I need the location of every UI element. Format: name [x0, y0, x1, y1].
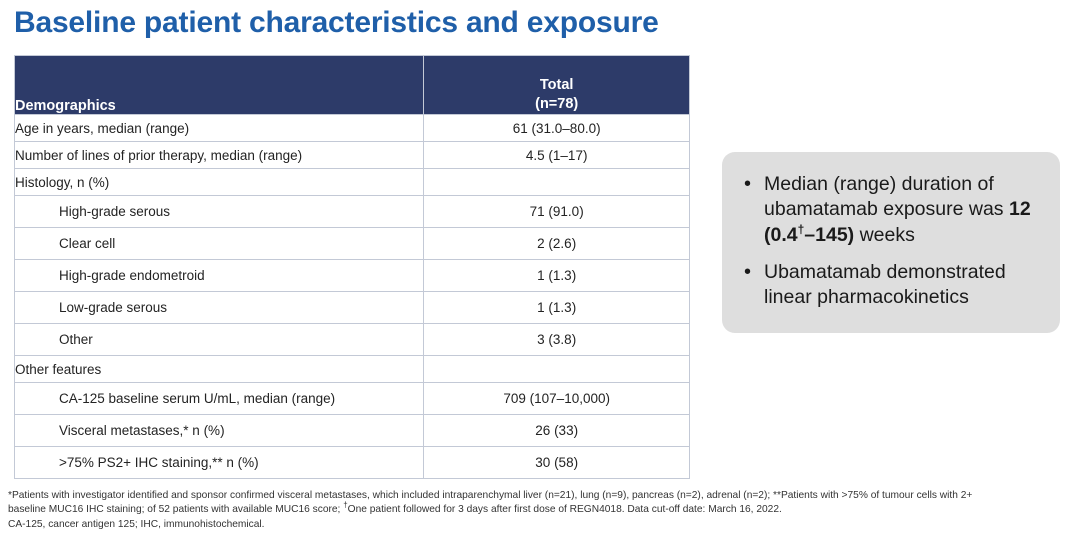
row-value: 3 (3.8) [424, 324, 690, 356]
footnote-line-2 [8, 503, 1070, 517]
row-value [424, 169, 690, 196]
callout-bullet-exposure-text2: weeks [854, 223, 915, 246]
table-row [15, 228, 690, 260]
row-label: High-grade serous [15, 196, 424, 228]
table-header [15, 56, 690, 115]
table [14, 55, 690, 479]
table-row [15, 324, 690, 356]
table-row [15, 260, 690, 292]
footnote-line-1: *Patients with investigator identified and sponsor confirmed visceral metastases, which included intraparenchymal liver (n=21), lung (n=9), pancreas (n=2), adrenal (n=2); **Patients with >75% of tumour cells with 2+ [8, 490, 973, 501]
callout-list [742, 172, 1042, 311]
key-findings-callout [722, 152, 1060, 333]
table-row [15, 292, 690, 324]
dagger-marker: † [797, 222, 805, 237]
table-row [15, 142, 690, 169]
column-header-total [424, 56, 690, 115]
row-value: 4.5 (1–17) [424, 142, 690, 169]
row-value: 71 (91.0) [424, 196, 690, 228]
row-value: 1 (1.3) [424, 292, 690, 324]
row-label: High-grade endometroid [15, 260, 424, 292]
table-row [15, 196, 690, 228]
row-label: Other [15, 324, 424, 356]
footnote-abbreviations: CA-125, cancer antigen 125; IHC, immunohistochemical. [8, 518, 265, 530]
row-value: 2 (2.6) [424, 228, 690, 260]
table-row [15, 356, 690, 383]
column-header-total-line2: (n=78) [535, 95, 579, 112]
callout-bullet-exposure [742, 172, 1042, 248]
footnote-line-2-post: One patient followed for 3 days after first dose of REGN4018. Data cut-off date: March 16, 2022. [347, 504, 782, 516]
callout-value-pre: 12 (0.4 [764, 198, 1031, 246]
row-label: Visceral metastases,* n (%) [15, 415, 424, 447]
row-label: >75% PS2+ IHC staining,** n (%) [15, 447, 424, 479]
table-row [15, 169, 690, 196]
callout-value-post: –145) [804, 223, 855, 246]
row-label: Clear cell [15, 228, 424, 260]
table-row [15, 115, 690, 142]
row-label: Age in years, median (range) [15, 115, 424, 142]
page-title: Baseline patient characteristics and exposure [14, 6, 659, 39]
footnote-line-2-pre: baseline MUC16 IHC staining; of 52 patients with available MUC16 score; [8, 504, 344, 516]
callout-bullet-exposure-text1: Median (range) duration of ubamatamab exposure was [764, 173, 1009, 221]
row-label: Histology, n (%) [15, 169, 424, 196]
row-label: Other features [15, 356, 424, 383]
row-label: Low-grade serous [15, 292, 424, 324]
row-value: 709 (107–10,000) [424, 383, 690, 415]
table-body [15, 115, 690, 479]
dagger-marker: † [343, 501, 348, 511]
footnotes [8, 489, 1070, 532]
row-value: 61 (31.0–80.0) [424, 115, 690, 142]
table-row [15, 415, 690, 447]
row-value [424, 356, 690, 383]
column-header-total-line1: Total [539, 76, 574, 93]
table-row [15, 383, 690, 415]
row-value: 30 (58) [424, 447, 690, 479]
baseline-characteristics-table [14, 55, 690, 479]
table-row [15, 447, 690, 479]
row-label: CA-125 baseline serum U/mL, median (range) [15, 383, 424, 415]
column-header-demographics: Demographics [15, 56, 424, 115]
row-value: 26 (33) [424, 415, 690, 447]
row-value: 1 (1.3) [424, 260, 690, 292]
row-label: Number of lines of prior therapy, median (range) [15, 142, 424, 169]
table-header-row [15, 56, 690, 115]
callout-bullet-pharmacokinetics: • Ubamatamab demonstrated linear pharmacokinetics [742, 260, 1042, 311]
